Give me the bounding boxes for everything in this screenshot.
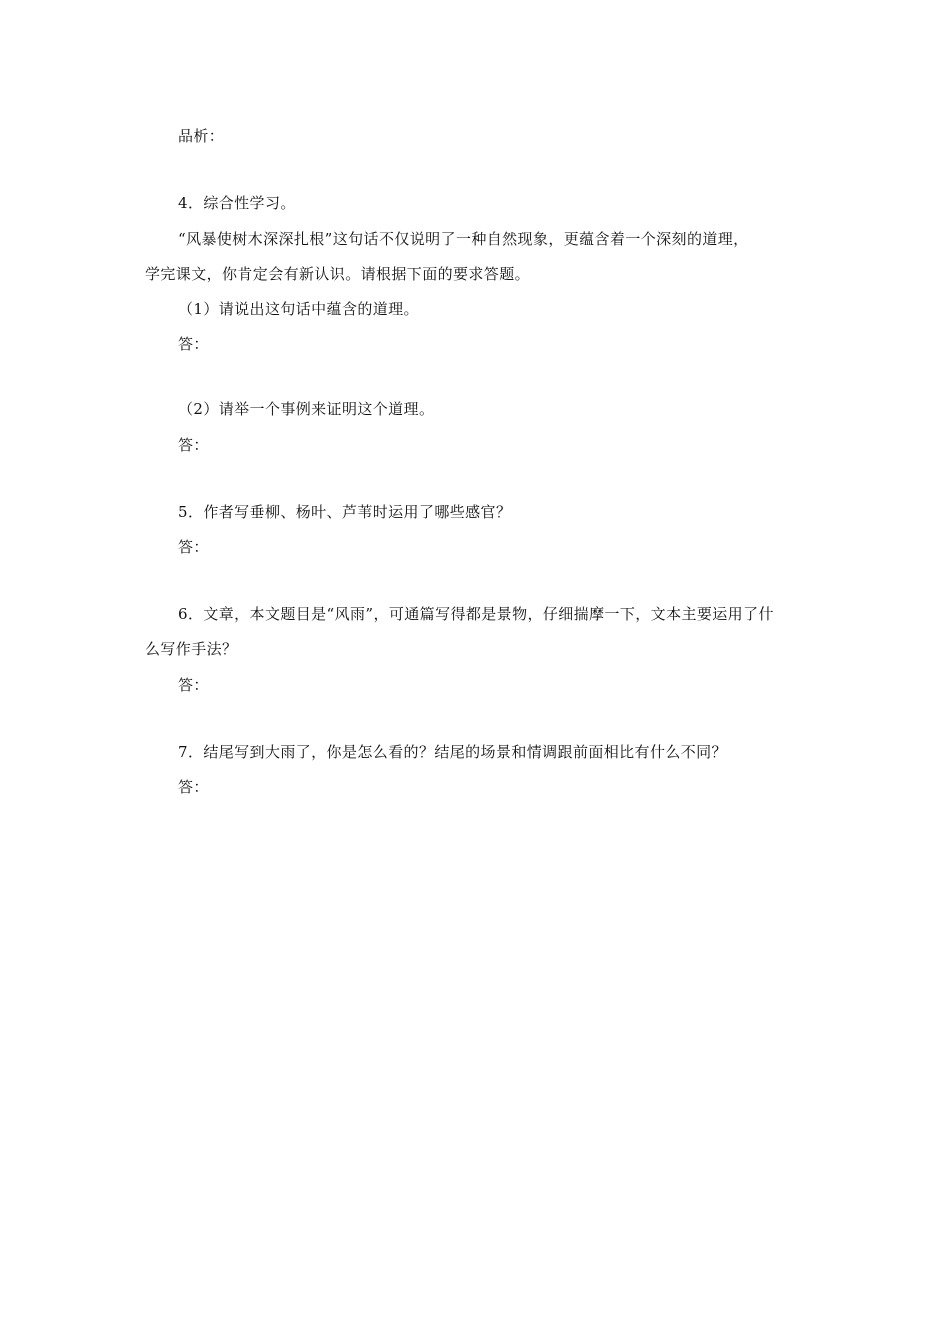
question-4-sub1: （1）请说出这句话中蕴含的道理。 [178,300,419,318]
question-4-intro-line1: “风暴使树木深深扎根”这句话不仅说明了一种自然现象，更蕴含着一个深刻的道理， [178,230,749,248]
question-7-answer: 答： [178,778,209,796]
question-4-intro-line2: 学完课文，你肯定会有新认识。请根据下面的要求答题。 [145,265,531,283]
question-4-answer1: 答： [178,335,209,353]
question-5-answer: 答： [178,538,209,556]
question-5-title: 5．作者写垂柳、杨叶、芦苇时运用了哪些感官？ [178,503,512,521]
analysis-label: 品析： [178,127,225,145]
question-6-line1: 6．文章，本文题目是“风雨”，可通篇写得都是景物，仔细揣摩一下，文本主要运用了什 [178,605,774,623]
question-7-title: 7．结尾写到大雨了，你是怎么看的？结尾的场景和情调跟前面相比有什么不同？ [178,743,727,761]
question-4-sub2: （2）请举一个事例来证明这个道理。 [178,400,435,418]
question-4-answer2: 答： [178,436,209,454]
question-6-line2: 么写作手法？ [145,640,238,658]
question-6-answer: 答： [178,676,209,694]
question-4-title: 4．综合性学习。 [178,194,296,212]
